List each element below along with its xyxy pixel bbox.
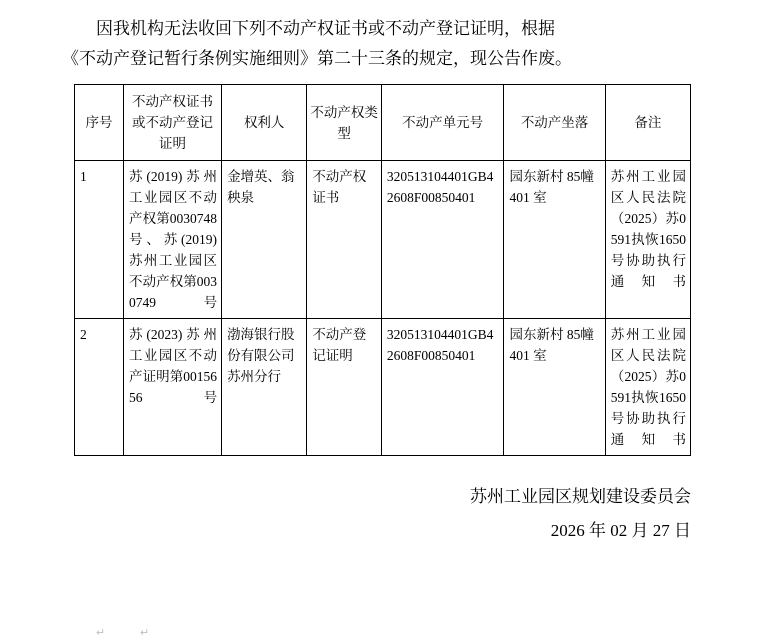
cell-cert: 苏(2019)苏州工业园区不动产权第0030748号、苏(2019)苏州工业园区不动产权第0030749号 [124, 161, 222, 319]
cell-owner: 金增英、翁秧泉 [222, 161, 307, 319]
cell-memo: 苏州工业园区人民法院（2025）苏0591执恢1650号协助执行通知书 [605, 161, 690, 319]
signature-organization: 苏州工业园区规划建设委员会 [470, 487, 691, 506]
table-header-cell: 序号 [75, 85, 124, 161]
cell-location: 园东新村 85幢 401 室 [504, 319, 605, 456]
signature-block [0, 456, 763, 548]
paragraph-mark-icon: ↵ [140, 627, 150, 639]
cell-unit: 320513104401GB42608F00850401 [381, 161, 504, 319]
cell-location: 园东新村 85幢 401 室 [504, 161, 605, 319]
paragraph-mark-icon: ↵ [96, 627, 106, 639]
cell-owner: 渤海银行股份有限公司苏州分行 [222, 319, 307, 456]
table-row [75, 319, 691, 456]
cell-memo: 苏州工业园区人民法院（2025）苏0591执恢1650号协助执行通知书 [605, 319, 690, 456]
table-header-cell: 权利人 [222, 85, 307, 161]
table-header-cell: 不动产权类型 [307, 85, 382, 161]
table-header-cell: 不动产坐落 [504, 85, 605, 161]
cell-cert: 苏(2023)苏州工业园区不动产证明第0015656号 [124, 319, 222, 456]
notice-intro [0, 0, 763, 74]
table-header-cell: 不动产权证书或不动产登记证明 [124, 85, 222, 161]
intro-line-2: 《不动产登记暂行条例实施细则》第二十三条的规定，现公告作废。 [62, 49, 572, 68]
signature-date: 2026 年 02 月 27 日 [550, 521, 691, 540]
table-header-cell: 不动产单元号 [381, 85, 504, 161]
intro-line-1: 因我机构无法收回下列不动产权证书或不动产登记证明，根据 [96, 19, 555, 38]
cell-unit: 320513104401GB42608F00850401 [381, 319, 504, 456]
notice-table [74, 84, 691, 456]
table-row [75, 161, 691, 319]
table-header-row [75, 85, 691, 161]
table-header-cell: 备注 [605, 85, 690, 161]
cell-seq: 2 [75, 319, 124, 456]
cell-seq: 1 [75, 161, 124, 319]
cell-type: 不动产登记证明 [307, 319, 382, 456]
cell-type: 不动产权证书 [307, 161, 382, 319]
